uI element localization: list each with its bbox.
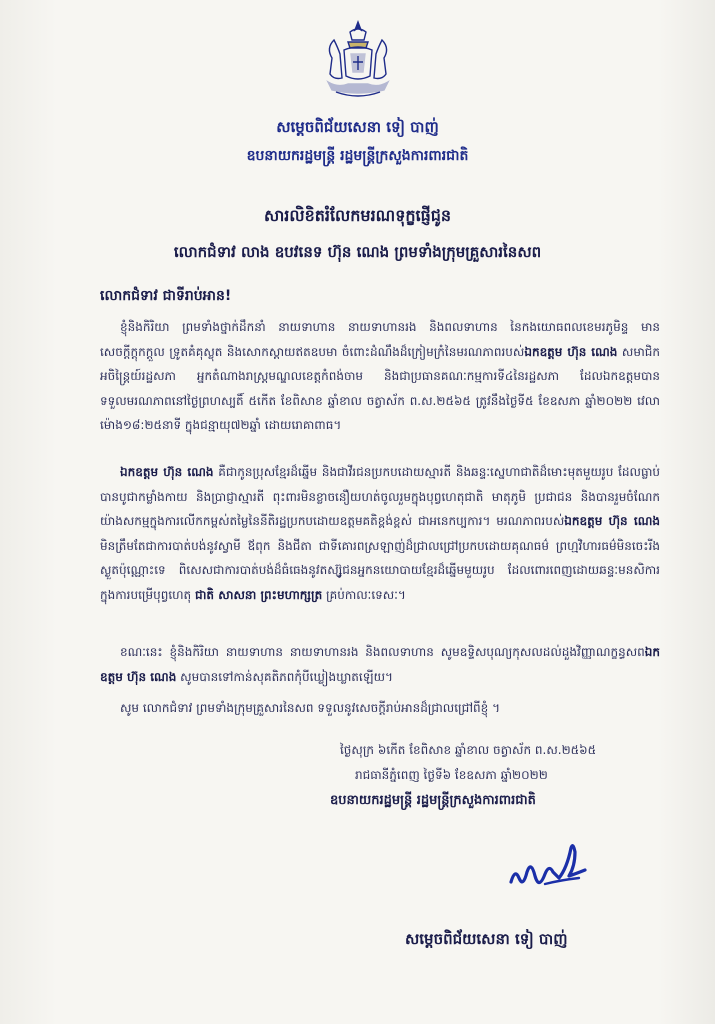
paragraph-condolence: [100, 315, 660, 438]
paragraph-closing: [100, 696, 660, 721]
salutation: លោកជំទាវ ជាទីរាប់អាន!: [100, 288, 232, 304]
date-solar: រាជធានីភ្នំពេញ ថ្ងៃទី៦ ខែឧសភា ឆ្នាំ២០២២: [355, 768, 548, 782]
paragraph-rest: សមាជិកអចិន្ត្រៃយ៍រដ្ឋសភា អ្នកតំណាងរាស្ត្រមណ្ឌលខេត្តកំពង់ចាម និងជាប្រធានគណៈកម្មការទី៤នៃរដ្ឋសភា ដែលឯកឧត្តមបានទទួលមរណភាពនៅថ្ងៃព្រហស្បតិ៍ ៥កើត ខែពិសាខ ឆ្នាំខាល ចត្វាស័ក ព.ស.២៥៦៥ ត្រូវនឹងថ្ងៃទី៥ ខែឧសភា ឆ្នាំ២០២២ វេលាម៉ោង១៨:២៥នាទី ក្នុងជន្មាយុ៧២ឆ្នាំ ដោយរោគាពាធ។: [100, 344, 660, 432]
signatory-name: សម្តេចពិជ័យសេនា ទៀ បាញ់: [405, 930, 568, 948]
paragraph-text-3: គ្រប់កាលៈទេសៈ។: [326, 587, 406, 602]
paragraph-lead: ខ្ញុំនិងកិរិយា ព្រមទាំងថ្នាក់ដឹកនាំ នាយទាហាន នាយទាហានរង និងពលទាហាន នៃកងយោធពលខេមរភូមិន្ទ មានសេចក្តីក្តុកក្តួល ទ្រូតគំគុស្លុត និងសោកស្តាយឥតឧបមា ចំពោះដំណឹងដ៏ក្រៀមក្រំនៃមរណភាពរបស់: [100, 320, 660, 359]
deceased-name: ឯកឧត្តម ហ៊ុន ណេង: [120, 465, 214, 479]
royal-emblem-icon: [318, 18, 398, 102]
deceased-name: ឯកឧត្តម ហ៊ុន ណេង: [524, 344, 618, 359]
document-title: សារលិខិតរំលែកមរណទុក្ខផ្ញើជូន: [263, 206, 452, 225]
issuer-position: ឧបនាយករដ្ឋមន្ត្រី រដ្ឋមន្ត្រីក្រសួងការពារជាតិ: [246, 148, 469, 164]
signatory-position: ឧបនាយករដ្ឋមន្ត្រី រដ្ឋមន្ត្រីក្រសួងការពារជាតិ: [330, 793, 536, 808]
issuer-name: សម្តេចពិជ័យសេនា ទៀ បាញ់: [276, 118, 439, 136]
paragraph-rest: សូមបានទៅកាន់សុគតិភពកុំបីឃ្លៀងឃ្លាតឡើយ។: [180, 669, 393, 684]
date-lunar: ថ្ងៃសុក្រ ៦កើត ខែពិសាខ ឆ្នាំខាល ចត្វាស័ក ព.ស.២៥៦៥: [340, 743, 597, 757]
national-motto: ជាតិ សាសនា ព្រះមហាក្សត្រ: [195, 587, 323, 602]
paragraph-dedication: [100, 640, 660, 689]
paragraph-tribute: [100, 460, 660, 607]
paragraph-lead: ខណៈនេះ ខ្ញុំនិងកិរិយា នាយទាហាន នាយទាហានរង និងពលទាហាន សូមឧទ្ទិសបុណ្យកុសលដល់ដួងវិញ្ញាណក្ខន្ធសព: [120, 645, 645, 659]
paragraph-text: [100, 640, 660, 689]
paragraph-text: [100, 315, 660, 438]
document-recipient: លោកជំទាវ លាង ឧបវនេទ ហ៊ុន ណេង ព្រមទាំងក្រុមគ្រួសារនៃសព: [173, 243, 542, 261]
paragraph-text-2: មិនត្រឹមតែជាការបាត់បង់នូវស្វាមី ឪពុក និងជីតា ជាទីគោរពស្រឡាញ់ដ៏ជ្រាលជ្រៅប្រកបដោយគុណធម៌ ព្រហ្មវិហារធម៌មិនចេះរីងស្ងួតប៉ុណ្ណោះទេ ពិសេសជាការបាត់បង់ដ៏ធំធេងនូវតស្ស៊ូជនអ្នកនយោបាយខ្មែរដ៏ឆ្នើមមួយរូប ដែលពោរពេញដោយឆន្ទៈមនសិការ ក្នុងការបម្រើបុព្វហេតុ: [100, 538, 660, 602]
deceased-name: ឯកឧត្តម ហ៊ុន ណេង: [100, 645, 660, 684]
handwritten-signature: [505, 838, 595, 902]
deceased-name: ឯកឧត្តម ហ៊ុន ណេង: [564, 514, 660, 528]
paragraph-text: សូម លោកជំទាវ ព្រមទាំងក្រុមគ្រួសារនៃសព ទទួលនូវសេចក្តីរាប់អានដ៏ជ្រាលជ្រៅពីខ្ញុំ ។: [120, 701, 501, 715]
paragraph-text: [100, 460, 660, 607]
paragraph-text-1: គឺជាកូនប្រុសខ្មែរដ៏ឆ្នើម និងជាវីរជនប្រកបដោយស្មារតី និងឆន្ទៈស្នេហាជាតិដ៏មោះមុតមួយរូប ដែលធ្លាប់បានបូជាកម្លាំងកាយ និងប្រាជ្ញាស្មារតី ពុះពារមិនខ្លាចនឿយហត់ចូលរួមក្នុងបុព្វហេតុជាតិ មាតុភូមិ ប្រជាជន និងបានរួមចំណែកយ៉ាងសកម្មក្នុងការលើកកម្ពស់តម្លៃនៃនីតិរដ្ឋប្រកបដោយឧត្តមគតិខ្ពង់ខ្ពស់ ជាអនេកប្បការ។ មរណភាពរបស់: [100, 465, 660, 528]
